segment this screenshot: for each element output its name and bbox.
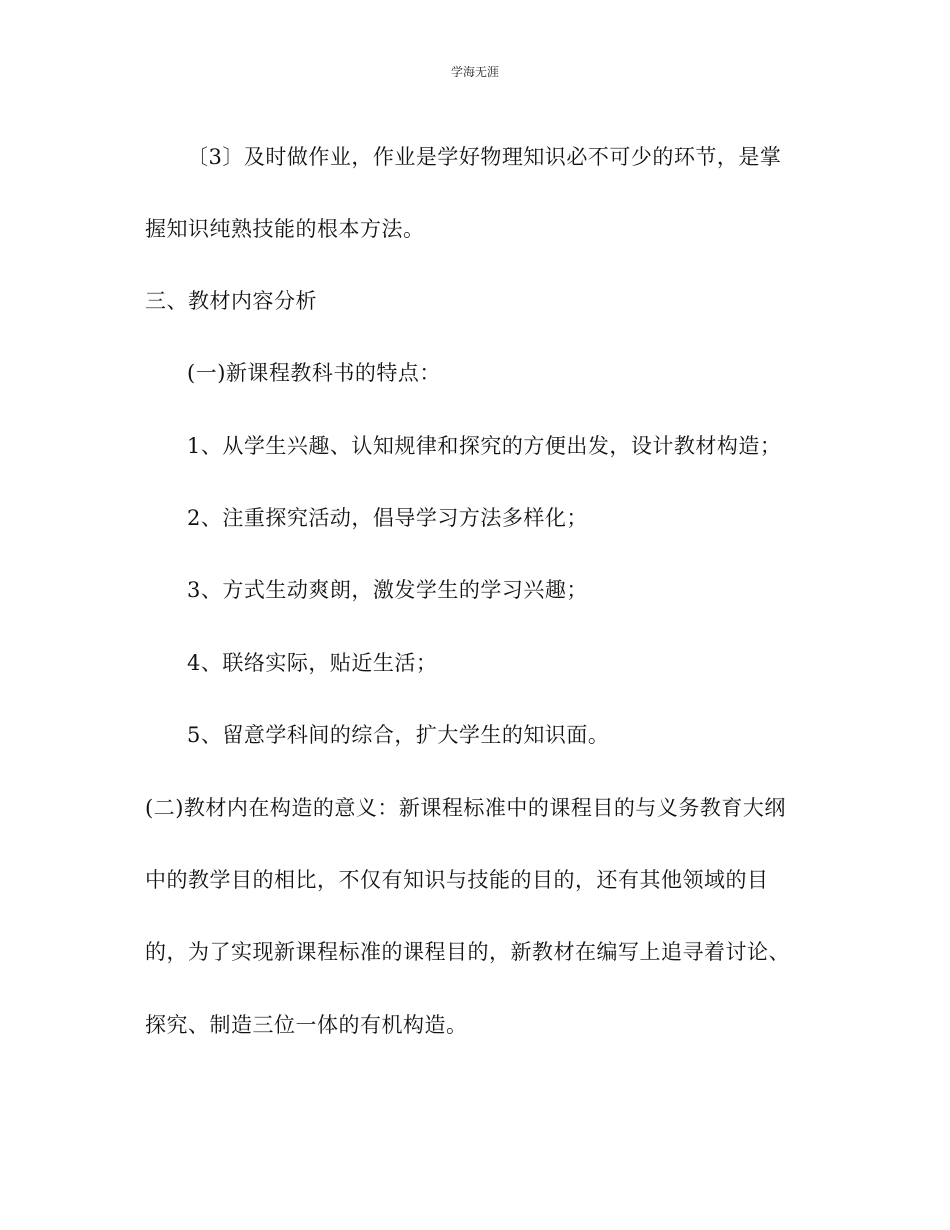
paragraph-homework-line-1: 〔3〕及时做作业，作业是学好物理知识必不可少的环节，是掌 [187, 145, 782, 169]
list-item-3: 3、方式生动爽朗，激发学生的学习兴趣； [187, 578, 588, 602]
paragraph-structure-line-3: 的，为了实现新课程标准的课程目的，新教材在编写上追寻着讨论、 [145, 940, 790, 964]
section-heading-textbook-analysis: 三、教材内容分析 [145, 289, 317, 313]
list-item-1: 1、从学生兴趣、认知规律和探究的方便出发，设计教材构造； [187, 434, 782, 458]
subheading-textbook-features: (一)新课程教科书的特点： [187, 361, 441, 385]
paragraph-structure-line-4: 探究、制造三位一体的有机构造。 [145, 1013, 468, 1037]
page-header: 学海无涯 [450, 65, 499, 79]
list-item-2: 2、注重探究活动，倡导学习方法多样化； [187, 506, 588, 530]
paragraph-structure-line-2: 中的教学目的相比，不仅有知识与技能的目的，还有其他领域的目 [145, 868, 769, 892]
paragraph-structure-line-1: (二)教材内在构造的意义：新课程标准中的课程目的与义务教育大纲 [145, 796, 786, 820]
paragraph-homework-line-2: 握知识纯熟技能的根本方法。 [145, 217, 425, 241]
list-item-5: 5、留意学科间的综合，扩大学生的知识面。 [187, 723, 610, 747]
list-item-4: 4、联络实际，贴近生活； [187, 651, 438, 675]
